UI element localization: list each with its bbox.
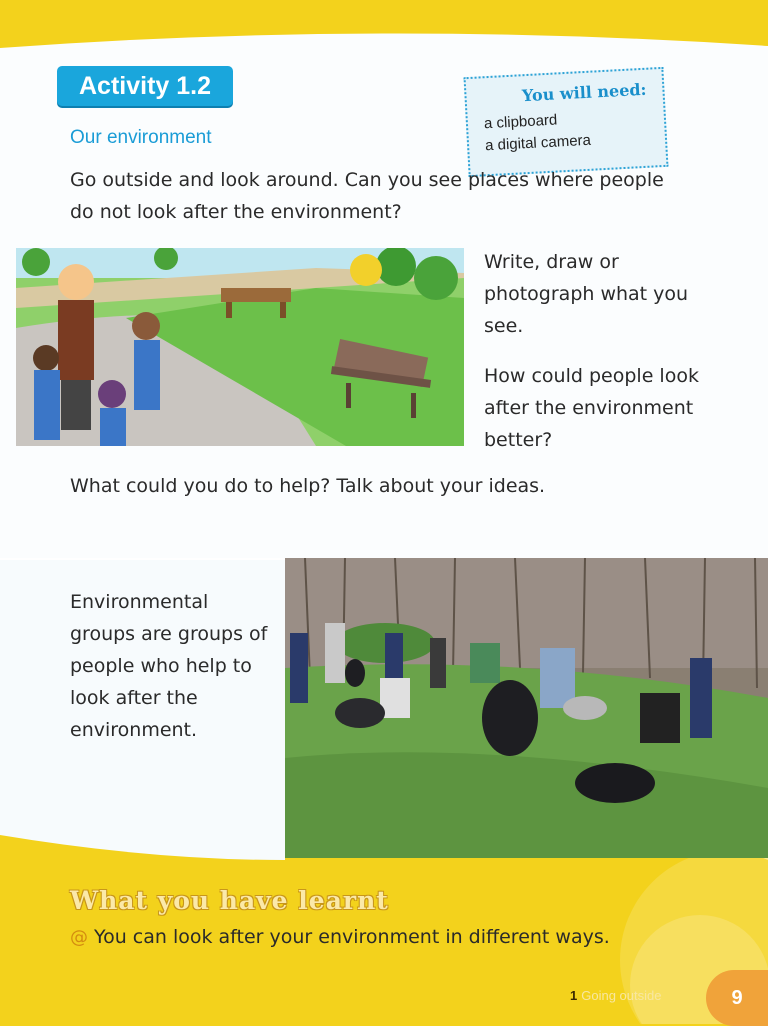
learnt-line (70, 926, 610, 948)
footer-chapter (570, 988, 661, 1003)
how-text: How could people look after the environment better? (484, 365, 699, 451)
need-title: You will need: (521, 79, 647, 106)
park-illustration (16, 248, 464, 446)
page-number: 9 (706, 970, 768, 1026)
chapter-name: Going outside (581, 988, 662, 1003)
learnt-text: You can look after your environment in different ways. (94, 926, 610, 948)
you-will-need-box (464, 67, 669, 177)
groups-text: Environmental groups are groups of people who help to look after the environment. (70, 591, 268, 741)
need-item-camera: a digital camera (484, 131, 592, 155)
write-text: Write, draw or photograph what you see. (484, 251, 689, 337)
chapter-number: 1 (570, 988, 578, 1003)
activity-subtitle: Our environment (70, 127, 212, 148)
help-text: What could you do to help? Talk about your ideas. (70, 475, 546, 497)
activity-badge: Activity 1.2 (57, 66, 233, 106)
intro-text: Go outside and look around. Can you see places where people do not look after the environment? (70, 169, 664, 223)
learnt-title: What you have learnt (70, 886, 389, 915)
swirl-icon: @ (70, 927, 88, 948)
cleanup-photo (285, 558, 768, 858)
need-item-clipboard: a clipboard (483, 111, 558, 133)
